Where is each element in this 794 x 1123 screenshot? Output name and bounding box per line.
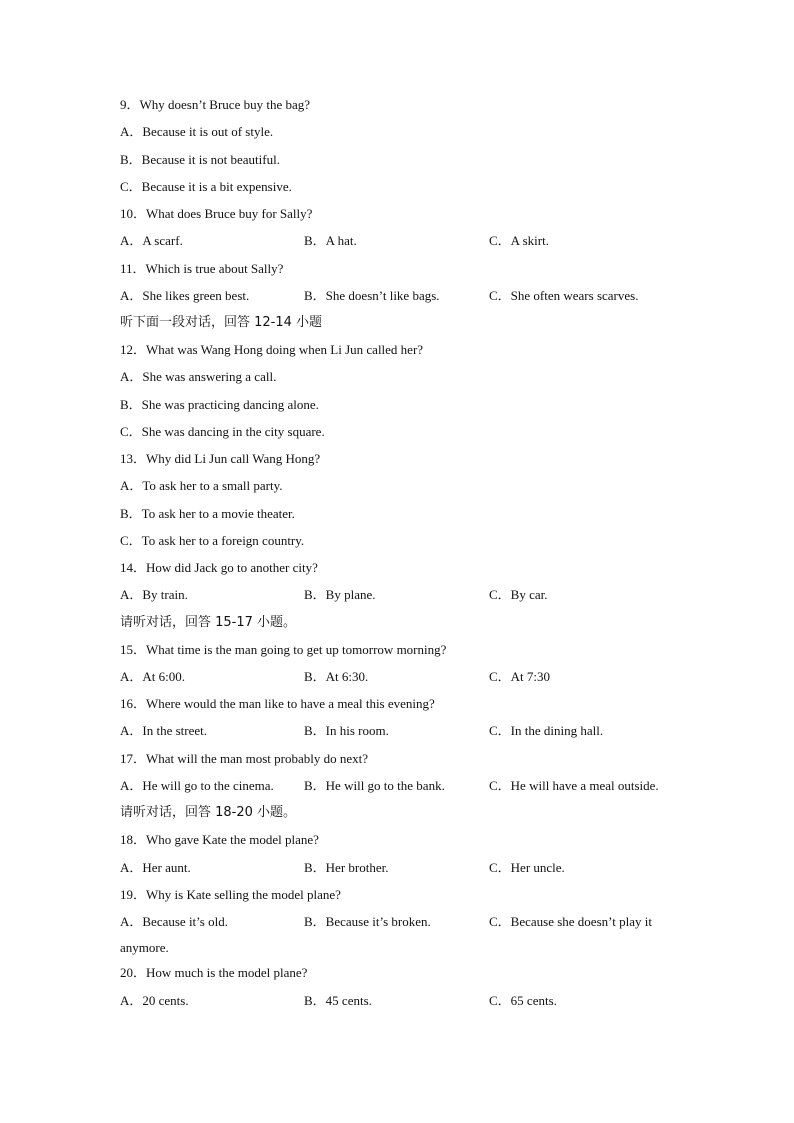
- question-12: 12．What was Wang Hong doing when Li Jun called her?: [120, 342, 424, 357]
- q13-option-b: B．To ask her to a movie theater.: [120, 506, 295, 521]
- q14-option-a: A．By train.: [120, 587, 188, 602]
- q15-option-b: B．At 6:30.: [304, 669, 369, 684]
- question-17: 17．What will the man most probably do next?: [120, 751, 369, 766]
- q17-option-b: B．He will go to the bank.: [304, 778, 445, 793]
- question-13: 13．Why did Li Jun call Wang Hong?: [120, 451, 321, 466]
- question-9: 9．Why doesn’t Bruce buy the bag?: [120, 97, 311, 112]
- q12-option-b: B．She was practicing dancing alone.: [120, 397, 319, 412]
- q11-option-a: A．She likes green best.: [120, 288, 250, 303]
- q11-option-b: B．She doesn’t like bags.: [304, 288, 440, 303]
- q18-option-c: C．Her uncle.: [489, 860, 565, 875]
- q10-option-a: A．A scarf.: [120, 233, 183, 248]
- question-20: 20．How much is the model plane?: [120, 965, 308, 980]
- q20-option-c: C．65 cents.: [489, 993, 557, 1008]
- q20-option-a: A．20 cents.: [120, 993, 189, 1008]
- q15-option-a: A．At 6:00.: [120, 669, 186, 684]
- q17-option-a: A．He will go to the cinema.: [120, 778, 274, 793]
- q19-option-c: C．Because she doesn’t play it: [489, 914, 652, 929]
- q15-option-c: C．At 7:30: [489, 669, 551, 684]
- q18-option-b: B．Her brother.: [304, 860, 389, 875]
- q19-option-b: B．Because it’s broken.: [304, 914, 431, 929]
- question-11: 11．Which is true about Sally?: [120, 261, 284, 276]
- q10-option-c: C．A skirt.: [489, 233, 549, 248]
- section-instruction-18-20: 请听对话，回答 18-20 小题。: [120, 805, 297, 820]
- q12-option-a: A．She was answering a call.: [120, 369, 277, 384]
- q19-option-c-continued: anymore.: [120, 940, 169, 955]
- question-19: 19．Why is Kate selling the model plane?: [120, 887, 341, 902]
- q13-option-a: A．To ask her to a small party.: [120, 478, 283, 493]
- question-14: 14．How did Jack go to another city?: [120, 560, 318, 575]
- q9-option-b: B．Because it is not beautiful.: [120, 152, 280, 167]
- q17-option-c: C．He will have a meal outside.: [489, 778, 659, 793]
- q9-option-c: C．Because it is a bit expensive.: [120, 179, 292, 194]
- q16-option-a: A．In the street.: [120, 723, 208, 738]
- q13-option-c: C．To ask her to a foreign country.: [120, 533, 305, 548]
- q16-option-c: C．In the dining hall.: [489, 723, 604, 738]
- q10-option-b: B．A hat.: [304, 233, 357, 248]
- q16-option-b: B．In his room.: [304, 723, 389, 738]
- section-instruction-12-14: 听下面一段对话，回答 12-14 小题: [120, 315, 323, 330]
- q9-option-a: A．Because it is out of style.: [120, 124, 274, 139]
- q18-option-a: A．Her aunt.: [120, 860, 191, 875]
- question-10: 10．What does Bruce buy for Sally?: [120, 206, 313, 221]
- q11-option-c: C．She often wears scarves.: [489, 288, 639, 303]
- q19-option-a: A．Because it’s old.: [120, 914, 228, 929]
- q14-option-b: B．By plane.: [304, 587, 376, 602]
- question-18: 18．Who gave Kate the model plane?: [120, 832, 319, 847]
- section-instruction-15-17: 请听对话，回答 15-17 小题。: [120, 615, 297, 630]
- q12-option-c: C．She was dancing in the city square.: [120, 424, 325, 439]
- q20-option-b: B．45 cents.: [304, 993, 372, 1008]
- q14-option-c: C．By car.: [489, 587, 548, 602]
- question-16: 16．Where would the man like to have a meal this evening?: [120, 696, 435, 711]
- question-15: 15．What time is the man going to get up tomorrow morning?: [120, 642, 447, 657]
